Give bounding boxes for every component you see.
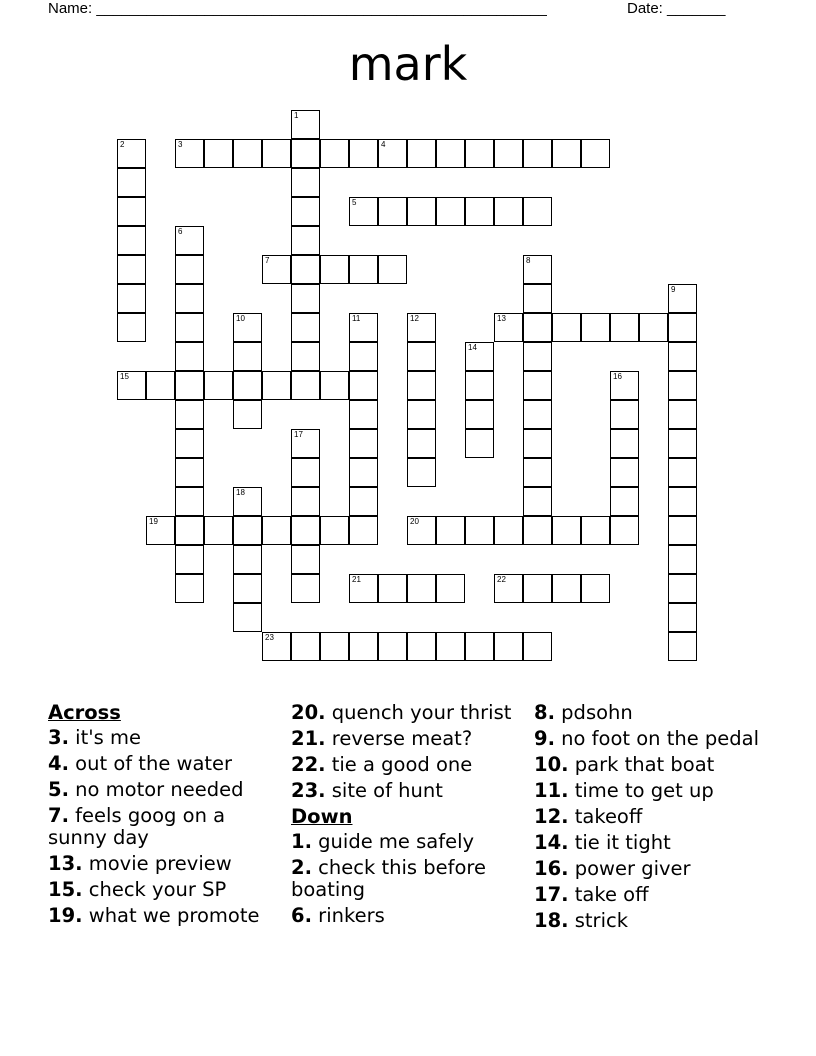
clue-number: 7 xyxy=(265,256,270,265)
clue-number: 20 xyxy=(410,517,419,526)
grid-cell[interactable] xyxy=(523,574,552,603)
clue-item-number: 12. xyxy=(534,805,569,828)
grid-cell[interactable] xyxy=(204,516,233,545)
clue-item-number: 7. xyxy=(48,803,69,827)
clue-item-text: check your SP xyxy=(82,878,227,901)
clue-item-text: time to get up xyxy=(568,779,714,802)
grid-cell[interactable] xyxy=(407,516,436,545)
grid-cell[interactable] xyxy=(523,400,552,429)
grid-cell[interactable] xyxy=(581,516,610,545)
grid-cell[interactable] xyxy=(494,139,523,168)
clue-item-text: pdsohn xyxy=(554,701,633,724)
date-blank[interactable]: _______ xyxy=(667,0,726,17)
grid-cell[interactable] xyxy=(320,516,349,545)
grid-cell[interactable] xyxy=(668,487,697,516)
grid-cell[interactable] xyxy=(233,516,262,545)
clue-number: 12 xyxy=(410,314,419,323)
grid-cell[interactable] xyxy=(291,632,320,661)
grid-cell[interactable] xyxy=(494,574,523,603)
clue-item xyxy=(48,879,278,902)
grid-cell[interactable] xyxy=(523,487,552,516)
grid-cell[interactable] xyxy=(552,139,581,168)
clue-number: 10 xyxy=(236,314,245,323)
clue-item xyxy=(291,905,521,928)
grid-cell[interactable] xyxy=(378,197,407,226)
clue-item-text: tie it tight xyxy=(568,831,671,854)
clue-item xyxy=(48,727,278,750)
clue-item-number: 18. xyxy=(534,909,569,932)
clue-item xyxy=(48,779,278,802)
grid-cell[interactable] xyxy=(291,574,320,603)
clue-item-text: take off xyxy=(568,883,649,906)
grid-cell[interactable] xyxy=(668,400,697,429)
grid-cell[interactable] xyxy=(581,574,610,603)
grid-cell[interactable] xyxy=(494,197,523,226)
grid-cell[interactable] xyxy=(523,516,552,545)
clue-item-number: 20. xyxy=(291,701,326,724)
clue-item-number: 22. xyxy=(291,753,326,776)
grid-cell[interactable] xyxy=(175,371,204,400)
grid-cell[interactable] xyxy=(291,139,320,168)
grid-cell[interactable] xyxy=(349,516,378,545)
grid-cell[interactable] xyxy=(407,197,436,226)
grid-cell[interactable] xyxy=(291,342,320,371)
grid-cell[interactable] xyxy=(349,255,378,284)
grid-cell[interactable] xyxy=(668,284,697,313)
grid-cell[interactable] xyxy=(436,632,465,661)
clue-item xyxy=(48,805,278,850)
grid-cell[interactable] xyxy=(465,429,494,458)
grid-cell[interactable] xyxy=(233,400,262,429)
grid-cell[interactable] xyxy=(552,574,581,603)
grid-cell[interactable] xyxy=(523,458,552,487)
clue-item-text: it's me xyxy=(68,725,141,749)
grid-cell[interactable] xyxy=(465,139,494,168)
grid-cell[interactable] xyxy=(523,313,552,342)
clue-number: 3 xyxy=(178,140,183,149)
grid-cell[interactable] xyxy=(668,342,697,371)
grid-cell[interactable] xyxy=(465,400,494,429)
clue-number: 1 xyxy=(294,111,299,120)
grid-cell[interactable] xyxy=(610,429,639,458)
clue-number: 5 xyxy=(352,198,357,207)
clue-item-number: 23. xyxy=(291,779,326,802)
grid-cell[interactable] xyxy=(233,371,262,400)
grid-cell[interactable] xyxy=(262,516,291,545)
clue-item-text: site of hunt xyxy=(325,779,443,802)
grid-cell[interactable] xyxy=(175,400,204,429)
grid-cell[interactable] xyxy=(639,313,668,342)
clue-item xyxy=(534,832,764,855)
grid-cell[interactable] xyxy=(668,574,697,603)
clue-item xyxy=(291,857,521,902)
grid-cell[interactable] xyxy=(175,313,204,342)
grid-cell[interactable] xyxy=(117,139,146,168)
clue-number: 21 xyxy=(352,575,361,584)
clue-number: 23 xyxy=(265,633,274,642)
grid-cell[interactable] xyxy=(465,197,494,226)
grid-cell[interactable] xyxy=(291,371,320,400)
grid-cell[interactable] xyxy=(146,516,175,545)
grid-cell[interactable] xyxy=(610,400,639,429)
grid-cell[interactable] xyxy=(262,255,291,284)
clue-item-number: 16. xyxy=(534,857,569,880)
clue-item-text: what we promote xyxy=(82,904,260,927)
grid-cell[interactable] xyxy=(117,313,146,342)
grid-cell[interactable] xyxy=(291,197,320,226)
grid-cell[interactable] xyxy=(523,371,552,400)
grid-cell[interactable] xyxy=(581,139,610,168)
grid-cell[interactable] xyxy=(523,342,552,371)
clue-item-number: 10. xyxy=(534,753,569,776)
clue-number: 6 xyxy=(178,227,183,236)
clue-item-text: check this before boating xyxy=(291,855,487,901)
grid-cell[interactable] xyxy=(378,255,407,284)
grid-cell[interactable] xyxy=(175,429,204,458)
clue-item-number: 3. xyxy=(48,725,69,749)
grid-cell[interactable] xyxy=(291,429,320,458)
grid-cell[interactable] xyxy=(349,632,378,661)
grid-cell[interactable] xyxy=(233,342,262,371)
grid-cell[interactable] xyxy=(175,458,204,487)
grid-cell[interactable] xyxy=(436,197,465,226)
grid-cell[interactable] xyxy=(349,342,378,371)
grid-cell[interactable] xyxy=(291,284,320,313)
grid-cell[interactable] xyxy=(204,371,233,400)
grid-cell[interactable] xyxy=(117,371,146,400)
grid-cell[interactable] xyxy=(233,139,262,168)
clue-item-number: 13. xyxy=(48,852,83,875)
grid-cell[interactable] xyxy=(523,197,552,226)
clue-number: 22 xyxy=(497,575,506,584)
down-heading: Down xyxy=(291,805,353,828)
clue-item xyxy=(534,754,764,777)
date-label: Date: xyxy=(627,0,663,17)
clue-item-number: 6. xyxy=(291,904,312,927)
clue-item xyxy=(534,702,764,725)
grid-cell[interactable] xyxy=(291,487,320,516)
clue-item-number: 4. xyxy=(48,751,69,775)
grid-cell[interactable] xyxy=(349,429,378,458)
grid-cell[interactable] xyxy=(407,632,436,661)
clue-item-text: power giver xyxy=(568,857,691,880)
clue-item-text: tie a good one xyxy=(325,753,473,776)
clue-item-number: 15. xyxy=(48,878,83,901)
grid-cell[interactable] xyxy=(204,139,233,168)
clue-number: 19 xyxy=(149,517,158,526)
grid-cell[interactable] xyxy=(349,313,378,342)
grid-cell[interactable] xyxy=(291,516,320,545)
grid-cell[interactable] xyxy=(465,371,494,400)
grid-cell[interactable] xyxy=(175,342,204,371)
grid-cell[interactable] xyxy=(291,110,320,139)
clue-item-number: 1. xyxy=(291,829,312,853)
clue-number: 17 xyxy=(294,430,303,439)
grid-cell[interactable] xyxy=(465,632,494,661)
clue-item-number: 9. xyxy=(534,727,555,750)
grid-cell[interactable] xyxy=(175,516,204,545)
clue-number: 14 xyxy=(468,343,477,352)
grid-cell[interactable] xyxy=(262,139,291,168)
name-label: Name: xyxy=(48,0,93,17)
grid-cell[interactable] xyxy=(175,284,204,313)
grid-cell[interactable] xyxy=(407,342,436,371)
clue-item-text: no motor needed xyxy=(68,777,244,801)
name-blank[interactable]: ______________________________________________________ xyxy=(96,0,547,17)
clue-item-text: feels goog on a sunny day xyxy=(48,803,226,849)
grid-cell[interactable] xyxy=(407,313,436,342)
grid-cell[interactable] xyxy=(175,574,204,603)
clue-item xyxy=(48,753,278,776)
grid-cell[interactable] xyxy=(668,516,697,545)
grid-cell[interactable] xyxy=(262,632,291,661)
grid-cell[interactable] xyxy=(175,226,204,255)
clue-number: 9 xyxy=(671,285,676,294)
grid-cell[interactable] xyxy=(378,632,407,661)
grid-cell[interactable] xyxy=(378,139,407,168)
grid-cell[interactable] xyxy=(320,371,349,400)
grid-cell[interactable] xyxy=(233,487,262,516)
grid-cell[interactable] xyxy=(407,400,436,429)
grid-cell[interactable] xyxy=(291,255,320,284)
grid-cell[interactable] xyxy=(494,632,523,661)
clue-item xyxy=(291,728,521,751)
grid-cell[interactable] xyxy=(233,313,262,342)
grid-cell[interactable] xyxy=(175,487,204,516)
clue-number: 16 xyxy=(613,372,622,381)
clue-item-number: 14. xyxy=(534,831,569,854)
clue-item xyxy=(291,754,521,777)
grid-cell[interactable] xyxy=(668,313,697,342)
grid-cell[interactable] xyxy=(523,255,552,284)
grid-cell[interactable] xyxy=(349,574,378,603)
grid-cell[interactable] xyxy=(436,139,465,168)
grid-cell[interactable] xyxy=(610,458,639,487)
grid-cell[interactable] xyxy=(117,168,146,197)
grid-cell[interactable] xyxy=(668,458,697,487)
clue-number: 8 xyxy=(526,256,531,265)
grid-cell[interactable] xyxy=(407,371,436,400)
clue-item xyxy=(291,831,521,854)
grid-cell[interactable] xyxy=(291,545,320,574)
grid-cell[interactable] xyxy=(610,371,639,400)
clue-item-number: 17. xyxy=(534,883,569,906)
clue-number: 13 xyxy=(497,314,506,323)
grid-cell[interactable] xyxy=(407,458,436,487)
grid-cell[interactable] xyxy=(320,139,349,168)
clue-item-number: 21. xyxy=(291,727,326,750)
grid-cell[interactable] xyxy=(494,516,523,545)
clue-number: 15 xyxy=(120,372,129,381)
clue-item-number: 19. xyxy=(48,904,83,927)
clue-column-3 xyxy=(534,702,764,936)
clue-item-number: 5. xyxy=(48,777,69,801)
grid-cell[interactable] xyxy=(668,371,697,400)
grid-cell[interactable] xyxy=(117,226,146,255)
grid-cell[interactable] xyxy=(523,284,552,313)
grid-cell[interactable] xyxy=(581,313,610,342)
grid-cell[interactable] xyxy=(262,371,291,400)
puzzle-title: mark xyxy=(348,37,468,91)
grid-cell[interactable] xyxy=(668,632,697,661)
grid-cell[interactable] xyxy=(610,313,639,342)
grid-cell[interactable] xyxy=(465,516,494,545)
clue-item-text: park that boat xyxy=(568,753,715,776)
grid-cell[interactable] xyxy=(117,284,146,313)
grid-cell[interactable] xyxy=(407,574,436,603)
grid-cell[interactable] xyxy=(291,226,320,255)
clue-item xyxy=(291,780,521,803)
clue-item-number: 8. xyxy=(534,701,555,724)
clue-item-text: movie preview xyxy=(82,852,232,875)
clue-item-text: takeoff xyxy=(568,805,643,828)
clue-item xyxy=(291,702,521,725)
grid-cell[interactable] xyxy=(523,139,552,168)
clue-item-number: 11. xyxy=(534,779,569,802)
clue-item xyxy=(48,853,278,876)
grid-cell[interactable] xyxy=(349,458,378,487)
clue-item-text: strick xyxy=(568,909,628,932)
clue-number: 18 xyxy=(236,488,245,497)
grid-cell[interactable] xyxy=(291,168,320,197)
grid-cell[interactable] xyxy=(523,429,552,458)
grid-cell[interactable] xyxy=(349,371,378,400)
clue-item-text: guide me safely xyxy=(311,829,475,853)
clue-item xyxy=(534,780,764,803)
grid-cell[interactable] xyxy=(117,197,146,226)
grid-cell[interactable] xyxy=(146,371,175,400)
grid-cell[interactable] xyxy=(320,255,349,284)
grid-cell[interactable] xyxy=(349,400,378,429)
grid-cell[interactable] xyxy=(349,139,378,168)
grid-cell[interactable] xyxy=(668,603,697,632)
grid-cell[interactable] xyxy=(175,255,204,284)
grid-cell[interactable] xyxy=(320,632,349,661)
grid-cell[interactable] xyxy=(668,545,697,574)
clue-item-text: out of the water xyxy=(68,751,233,775)
grid-cell[interactable] xyxy=(378,574,407,603)
clue-item-text: rinkers xyxy=(311,904,385,927)
grid-cell[interactable] xyxy=(523,632,552,661)
clue-column-1 xyxy=(48,702,278,931)
grid-cell[interactable] xyxy=(436,574,465,603)
grid-cell[interactable] xyxy=(465,342,494,371)
clue-item-text: no foot on the pedal xyxy=(554,727,760,750)
grid-cell[interactable] xyxy=(349,197,378,226)
clue-item-text: quench your thrist xyxy=(325,701,512,724)
grid-cell[interactable] xyxy=(407,429,436,458)
grid-cell[interactable] xyxy=(552,516,581,545)
grid-cell[interactable] xyxy=(436,516,465,545)
grid-cell[interactable] xyxy=(610,516,639,545)
grid-cell[interactable] xyxy=(407,139,436,168)
clue-item xyxy=(534,728,764,751)
across-heading: Across xyxy=(48,701,121,724)
grid-cell[interactable] xyxy=(291,458,320,487)
grid-cell[interactable] xyxy=(117,255,146,284)
clue-item xyxy=(48,905,278,928)
grid-cell[interactable] xyxy=(233,545,262,574)
clue-item-text: reverse meat? xyxy=(325,727,473,750)
grid-cell[interactable] xyxy=(233,574,262,603)
clue-item xyxy=(534,884,764,907)
clue-number: 4 xyxy=(381,140,386,149)
grid-cell[interactable] xyxy=(494,313,523,342)
clue-item xyxy=(534,910,764,933)
grid-cell[interactable] xyxy=(175,545,204,574)
clue-item-number: 2. xyxy=(291,855,312,879)
clue-item xyxy=(534,858,764,881)
clue-column-2 xyxy=(291,702,521,931)
clue-number: 2 xyxy=(120,140,125,149)
grid-cell[interactable] xyxy=(610,487,639,516)
grid-cell[interactable] xyxy=(291,313,320,342)
clue-item xyxy=(534,806,764,829)
grid-cell[interactable] xyxy=(349,487,378,516)
grid-cell[interactable] xyxy=(175,139,204,168)
clue-number: 11 xyxy=(352,314,361,323)
grid-cell[interactable] xyxy=(668,429,697,458)
grid-cell[interactable] xyxy=(552,313,581,342)
grid-cell[interactable] xyxy=(233,603,262,632)
